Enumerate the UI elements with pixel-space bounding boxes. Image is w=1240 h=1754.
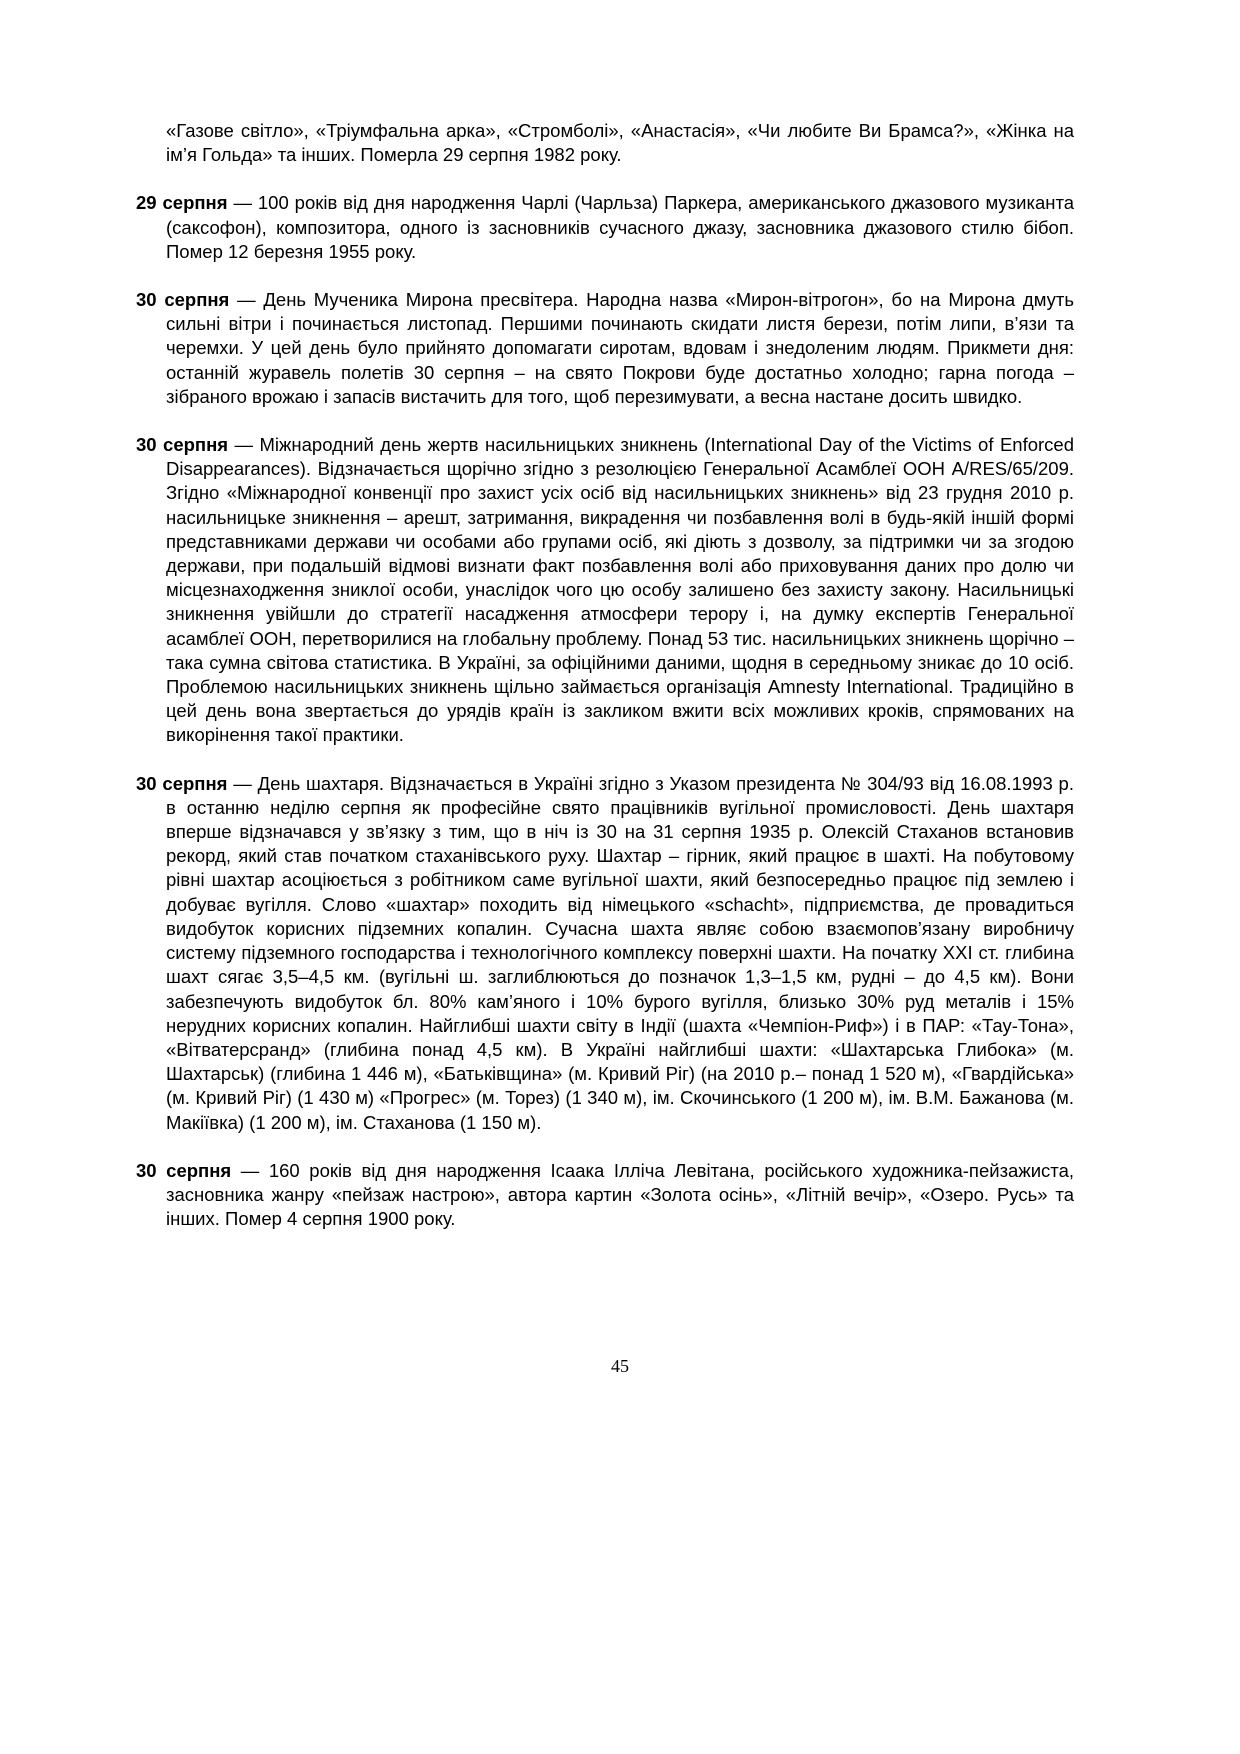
entries-column [136, 119, 1074, 1255]
entry-text: — 100 років від дня народження Чарлі (Чарльза) Паркера, американського джазового музиканта (саксофон), композитора, одного із засновників сучасного джазу, засновника джазового стилю бібоп. Помер 12 березня 1955 року. [166, 192, 1074, 262]
entry-text: — День Мученика Мирона пресвітера. Народна назва «Мирон-вітрогон», бо на Мирона дмуть сильні вітри і починається листопад. Першими починають скидати листя берези, потім липи, в’язи та черемхи. У цей день було прийнято допомагати сиротам, вдовам і знедоленим людям. Прикмети дня: останній журавель полетів 30 серпня – на свято Покрови буде достатньо холодно; гарна погода – зібраного врожаю і запасів вистачить для того, щоб перезимувати, а весна настане досить швидко. [166, 289, 1074, 407]
entry-text: — 160 років від дня народження Ісаака Ілліча Левітана, російського художника-пейзажиста, засновника жанру «пейзаж настрою», автора картин «Золота осінь», «Літній вечір», «Озеро. Русь» та інших. Помер 4 серпня 1900 року. [166, 1159, 1074, 1230]
entry-paragraph [136, 191, 1074, 264]
continuation-paragraph: «Газове світло», «Тріумфальна арка», «Стромболі», «Анастасія», «Чи любите Ви Брамса?», «Жінка на ім’я Гольда» та інших. Померла 29 серпня 1982 року. [166, 120, 1074, 166]
entry-text: — День шахтаря. Відзначається в Україні згідно з Указом президента № 304/93 від 16.08.1993 р. в останню неділю серпня як професійне свято працівників вугільної промисловості. День шахтаря вперше відзначався у зв’язку з тим, що в ніч із 30 на 31 серпня 1935 р. Олексій Стаханов встановив рекорд, який став початком стаханівського руху. Шахтар – гірник, який працює в шахті. На побутовому рівні шахтар асоціюється з робітником саме вугільної шахти, який безпосередньо працює під землею і добуває вугілля. Слово «шахтар» походить від німецького «schacht», підприємства, де провадиться видобуток корисних підземних копалин. Сучасна шахта являє собою взаємопов’язану виробничу систему підземного господарства і технологічного комплексу поверхні шахти. На початку XXI ст. глибина шахт сягає 3,5–4,5 км. (вугільні ш. заглиблюються до позначок 1,3–1,5 км, рудні – до 4,5 км). Вони забезпечують видобуток бл. 80% кам’яного і 10% бурого вугілля, близько 30% руд металів і 15% нерудних корисних копалин. Найглибші шахти світу в Індії (шахта «Чемпіон-Риф») і в ПАР: «Тау-Тона», «Вітватерсранд» (глибина понад 4,5 км). В Україні найглибші шахти: «Шахтарська Глибока» (м. Шахтарськ) (глибина 1 446 м), «Батьківщина» (м. Кривий Ріг) (на 2010 р.– понад 1 520 м), «Гвардійська» (м. Кривий Ріг) (1 430 м) «Прогрес» (м. Торез) (1 340 м), ім. Скочинського (1 200 м), ім. В.М. Бажанова (м. Макіївка) (1 200 м), ім. Стаханова (1 150 м). [166, 772, 1074, 1133]
page-number: 45 [611, 1356, 629, 1376]
entry-date: 30 серпня [136, 772, 228, 794]
entry-date: 29 серпня [136, 192, 228, 214]
entry-date: 30 серпня [136, 1159, 232, 1181]
entry-paragraph [136, 433, 1074, 748]
entry-paragraph [136, 772, 1074, 1135]
entry-date: 30 серпня [136, 289, 230, 311]
entry-paragraph [136, 1159, 1074, 1232]
entry-date: 30 серпня [136, 434, 229, 456]
entry-paragraph [136, 288, 1074, 409]
entry-text: — Міжнародний день жертв насильницьких зникнень (International Day of the Victims of Enforced Disappearances). Відзначається щорічно згідно з резолюцією Генеральної Асамблеї ООН A/RES/65/209. Згідно «Міжнародної конвенції про захист усіх осіб від насильницьких зникнень» від 23 грудня 2010 р. насильницьке зникнення – арешт, затримання, викрадення чи позбавлення волі в будь-якій іншій формі представниками держави чи особами або групами осіб, які діють з дозволу, за підтримки чи за згодою держави, при подальшій відмові визнати факт позбавлення волі або приховування даних про долю чи місцезнаходження зниклої особи, унаслідок чого цю особу залишено без захисту закону. Насильницькі зникнення увійшли до стратегії насадження атмосфери терору і, на думку експертів Генеральної асамблеї ООН, перетворилися на глобальну проблему. Понад 53 тис. насильницьких зникнень щорічно – така сумна світова статистика. В Україні, за офіційними даними, щодня в середньому зникає до 10 осіб. Проблемою насильницьких зникнень щільно займається організація Amnesty International. Традиційно в цей день вона звертається до урядів країн із закликом вжити всіх можливих кроків, спрямованих на викорінення такої практики. [166, 434, 1074, 746]
